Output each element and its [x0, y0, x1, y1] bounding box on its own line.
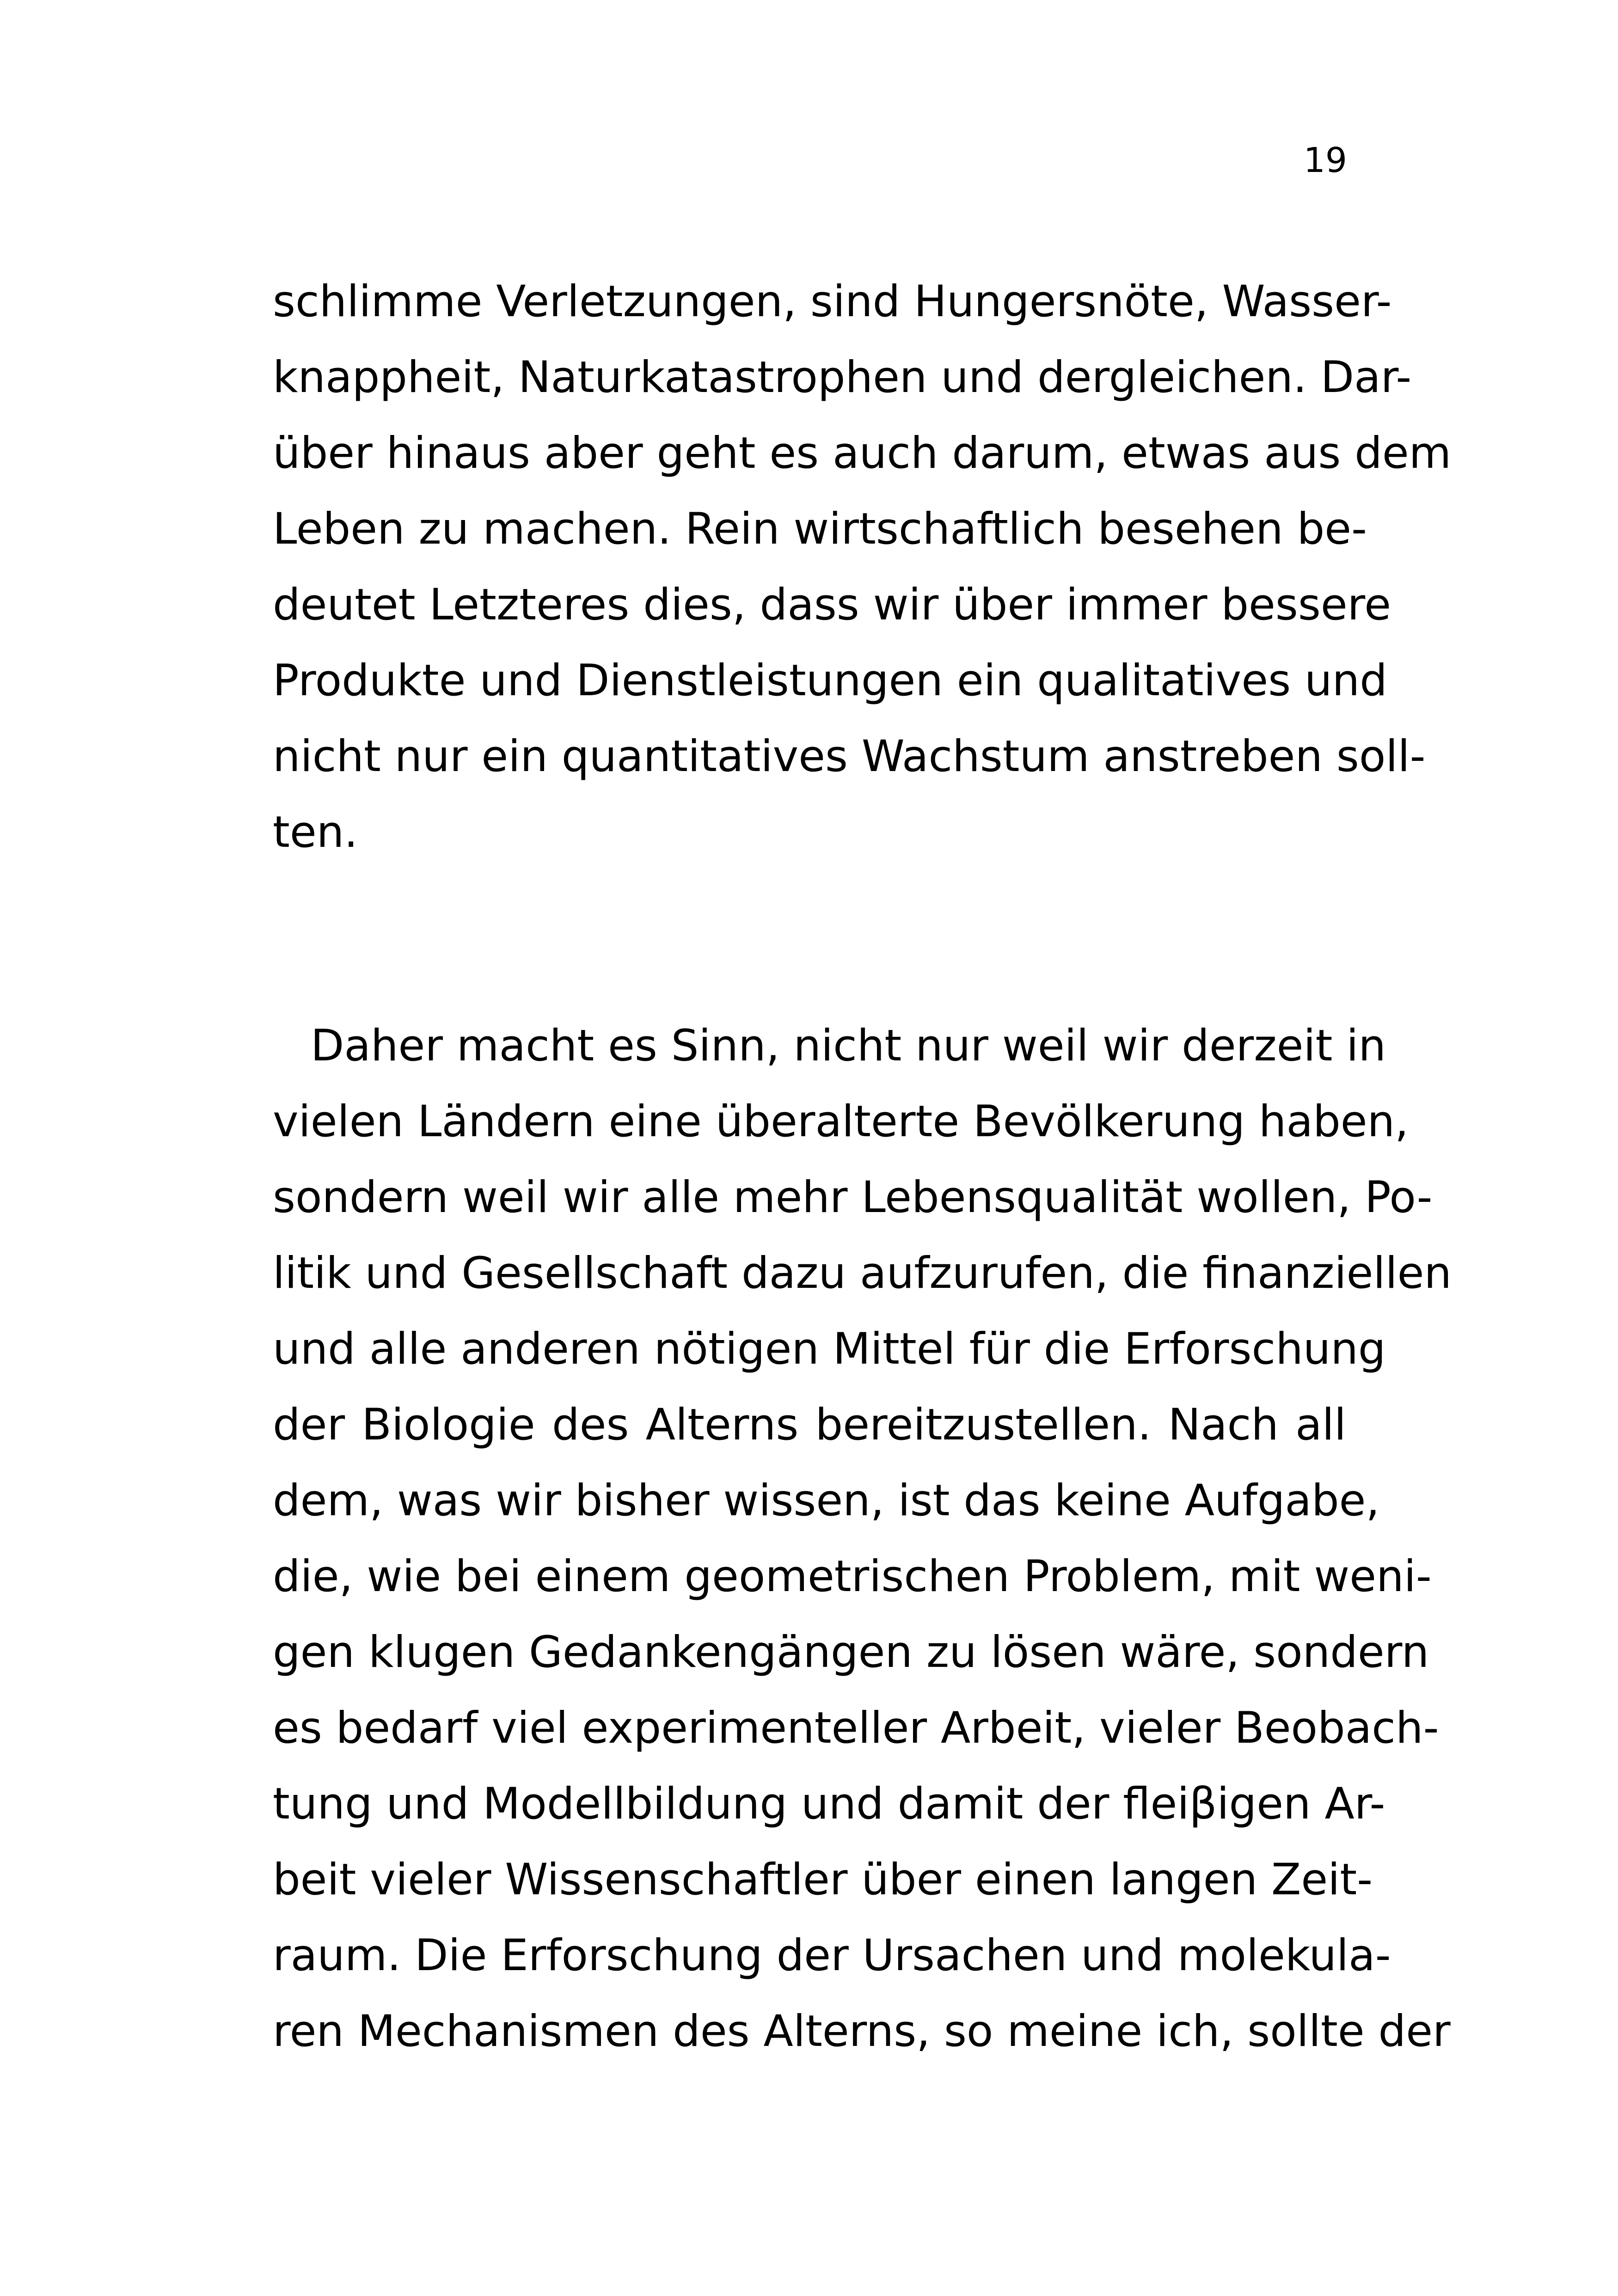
- text-line: ren Mechanismen des Alterns, so meine ich, sollte der: [273, 2006, 1451, 2057]
- text-line: ten.: [273, 807, 358, 857]
- text-line: raum. Die Erforschung der Ursachen und molekula-: [273, 1930, 1391, 1981]
- text-line: deutet Letzteres dies, dass wir über immer bessere: [273, 580, 1391, 630]
- text-line: Daher macht es Sinn, nicht nur weil wir derzeit in: [311, 1021, 1386, 1071]
- text-line: die, wie bei einem geometrischen Problem, mit weni-: [273, 1551, 1432, 1602]
- text-line: gen klugen Gedankengängen zu lösen wäre, sondern: [273, 1627, 1429, 1678]
- text-line: schlimme Verletzungen, sind Hungersnöte, Wasser-: [273, 276, 1392, 327]
- text-line: und alle anderen nötigen Mittel für die Erforschung: [273, 1324, 1386, 1374]
- text-line: tung und Modellbildung und damit der fleiβigen Ar-: [273, 1779, 1385, 1829]
- text-line: vielen Ländern eine überalterte Bevölkerung haben,: [273, 1096, 1409, 1147]
- text-line: knappheit, Naturkatastrophen und dergleichen. Dar-: [273, 352, 1412, 403]
- text-line: sondern weil wir alle mehr Lebensqualität wollen, Po-: [273, 1172, 1433, 1223]
- text-line: litik und Gesellschaft dazu aufzurufen, die finanziellen: [273, 1248, 1452, 1298]
- text-line: dem, was wir bisher wissen, ist das keine Aufgabe,: [273, 1476, 1380, 1526]
- text-line: nicht nur ein quantitatives Wachstum anstreben soll-: [273, 731, 1426, 782]
- page-number: 19: [1303, 141, 1347, 180]
- text-line: über hinaus aber geht es auch darum, etwas aus dem: [273, 428, 1452, 478]
- text-line: Produkte und Dienstleistungen ein qualitatives und: [273, 655, 1387, 706]
- text-line: Leben zu machen. Rein wirtschaftlich besehen be-: [273, 504, 1367, 554]
- text-line: beit vieler Wissenschaftler über einen langen Zeit-: [273, 1855, 1373, 1905]
- text-line: der Biologie des Alterns bereitzustellen. Nach all: [273, 1400, 1346, 1450]
- text-line: es bedarf viel experimenteller Arbeit, vieler Beobach-: [273, 1703, 1439, 1753]
